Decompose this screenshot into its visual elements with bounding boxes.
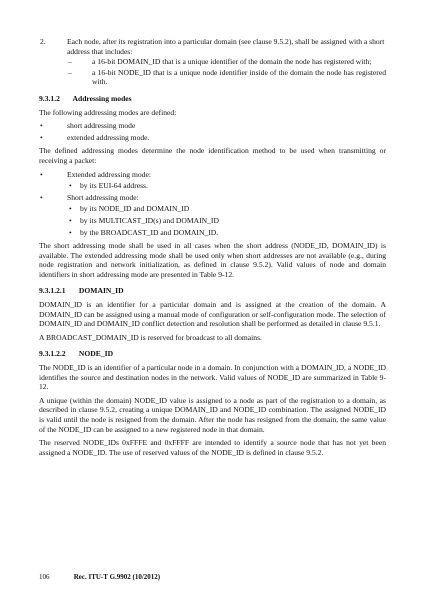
- bullet-item-short: [39, 193, 386, 203]
- sub-bullet-item: [39, 204, 386, 214]
- bullet-item: [39, 121, 386, 131]
- bullet-marker: •: [40, 192, 43, 202]
- paragraph: The defined addressing modes determine the node identification method to be used when transmitting or receiving a packet:: [39, 146, 386, 165]
- sub-bullet-item: [39, 181, 386, 191]
- dash-marker: –: [68, 67, 72, 77]
- sub-bullet-marker: •: [69, 204, 72, 214]
- dash-text: a 16-bit DOMAIN_ID that is a unique identifier of the domain the node has registered with;: [92, 57, 372, 67]
- section-heading-9312: [39, 94, 386, 104]
- paragraph: The reserved NODE_IDs 0xFFFE and 0xFFFF are intended to identify a source node that has not yet been assigned a NODE_ID. The use of reserved values of the NODE_ID is defined in clause 9.5.2.: [39, 438, 386, 457]
- item-number: 2.: [40, 37, 46, 46]
- bullet-text: Short addressing mode:: [67, 192, 139, 202]
- bullet-marker: •: [40, 169, 43, 179]
- sub-bullet-text: by its MULTICAST_ID(s) and DOMAIN_ID: [80, 215, 219, 225]
- sub-bullet-marker: •: [69, 215, 72, 225]
- section-number: 9.3.1.2.1: [39, 286, 66, 296]
- sub-bullet-text: by its NODE_ID and DOMAIN_ID: [80, 204, 190, 214]
- paragraph: A unique (within the domain) NODE_ID value is assigned to a node as part of the registration to a domain, as described in clause 9.5.2, creating a unique DOMAIN_ID and NODE_ID combination. The assigned NODE_ID is valid until the node is resigned from the domain. After the node has resigned from the domain, the same value of the NODE_ID can be assigned to a new registered node in that domain.: [39, 395, 386, 434]
- sub-bullet-item: [39, 216, 386, 226]
- numbered-item-2: [39, 37, 386, 56]
- sub-bullet-item: [39, 228, 386, 238]
- section-heading-93122: [39, 349, 386, 359]
- section-title: DOMAIN_ID: [78, 286, 124, 296]
- section-heading-93121: [39, 286, 386, 296]
- paragraph: The short addressing mode shall be used in all cases when the short address (NODE_ID, DOMAIN_ID) is available. The extended addressing mode shall be used only when short addresses are not available (e.g., during node registration and network initialization, as defined in clause 9.5.2). Valid values of node and domain identifiers in short addressing mode are presented in Table 9-12.: [39, 241, 386, 279]
- bullet-text: extended addressing mode.: [67, 132, 150, 142]
- bullet-text: short addressing mode: [67, 121, 136, 131]
- dash-text: a 16-bit NODE_ID that is a unique node identifier inside of the domain the node has registered with.: [92, 67, 386, 87]
- section-title: NODE_ID: [78, 349, 114, 359]
- section-number: 9.3.1.2.2: [39, 349, 66, 359]
- bullet-marker: •: [40, 121, 43, 131]
- paragraph: The following addressing modes are defined:: [39, 107, 177, 117]
- page-footer: [39, 573, 160, 581]
- bullet-item: [39, 133, 386, 143]
- dash-marker: –: [68, 57, 72, 67]
- page-number: 106: [39, 573, 50, 581]
- paragraph: DOMAIN_ID is an identifier for a particular domain and is assigned at the creation of the domain. A DOMAIN_ID can be assigned using a manual mode of configuration or self-configuration mode. The selection of DOMAIN_ID and DOMAIN_ID conflict detection and resolution shall be performed as detailed in clause 9.5.1.: [39, 300, 386, 329]
- paragraph: The NODE_ID is an identifier of a particular node in a domain. In conjunction with a DOMAIN_ID, a NODE_ID identifies the source and destination nodes in the network. Valid values of NODE_ID are summarized in Table 9-12.: [39, 363, 386, 392]
- sub-bullet-marker: •: [69, 227, 72, 237]
- section-number: 9.3.1.2: [39, 93, 60, 103]
- sub-bullet-text: by the BROADCAST_ID and DOMAIN_ID.: [80, 227, 219, 237]
- recommendation-id: Rec. ITU-T G.9902 (10/2012): [73, 573, 161, 581]
- sub-bullet-marker: •: [69, 181, 72, 191]
- page-content: [39, 37, 386, 461]
- bullet-item-extended: [39, 170, 386, 180]
- dash-item: [39, 57, 386, 67]
- dash-item: [39, 68, 386, 87]
- sub-bullet-text: by its EUI-64 address.: [80, 181, 148, 191]
- item-text: Each node, after its registration into a particular domain (see clause 9.5.2), shall be assigned with a short address that includes:: [67, 37, 385, 56]
- bullet-text: Extended addressing mode:: [67, 169, 151, 179]
- section-title: Addressing modes: [72, 93, 132, 103]
- paragraph: A BROADCAST_DOMAIN_ID is reserved for broadcast to all domains.: [39, 332, 262, 342]
- bullet-marker: •: [40, 132, 43, 142]
